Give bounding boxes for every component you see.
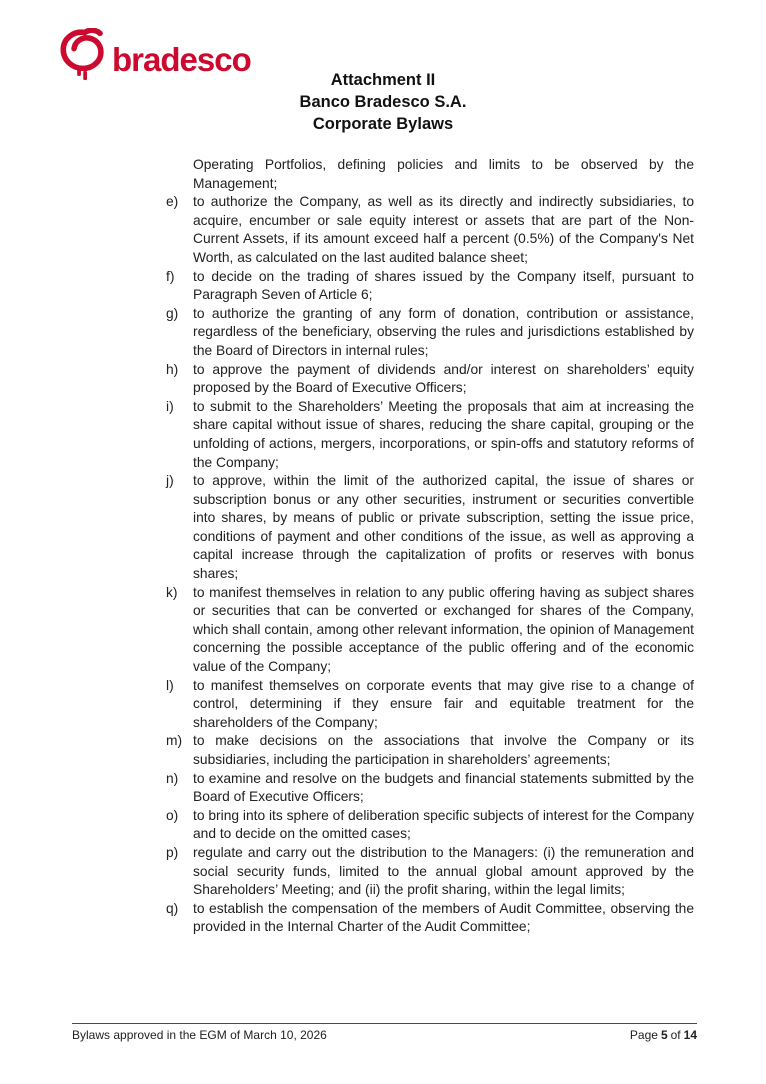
footer-approval-note: Bylaws approved in the EGM of March 10, 2026 [72, 1028, 327, 1042]
list-item-text: to bring into its sphere of deliberation specific subjects of interest for the Company and to decide on the omitted cases; [193, 807, 694, 842]
list-item-label: p) [166, 844, 179, 860]
list-item [166, 677, 694, 733]
list-item-label: f) [166, 268, 175, 284]
list-item [166, 268, 694, 305]
list-item-label: j) [166, 473, 174, 489]
page-of-label: of [670, 1028, 681, 1042]
bylaws-item-list [166, 193, 694, 937]
page-label: Page [629, 1028, 658, 1042]
list-item [166, 732, 694, 769]
title-line-bylaws: Corporate Bylaws [312, 115, 454, 133]
bradesco-wordmark: bradesco [112, 41, 251, 78]
page-current: 5 [660, 1028, 668, 1042]
list-item [166, 193, 694, 267]
title-line-attachment: Attachment II [330, 71, 436, 89]
list-item-text: regulate and carry out the distribution to the Managers: (i) the remuneration and social security funds, limited to the annual global amount approved by the Shareholders’ Meeting; and (ii) the profit sharing, within the legal limits; [193, 844, 694, 898]
page-footer [72, 1023, 697, 1042]
list-item-text: to approve the payment of dividends and/or interest on shareholders’ equity proposed by the Board of Executive Officers; [193, 361, 694, 396]
list-item [166, 807, 694, 844]
list-item-text: to make decisions on the associations that involve the Company or its subsidiaries, including the participation in shareholders’ agreements; [193, 733, 694, 767]
list-item-text: to submit to the Shareholders’ Meeting the proposals that aim at increasing the share capital without issue of shares, reducing the share capital, grouping or the unfolding of actions, mergers, incorporations, or spin-offs and statutory reforms of the Company; [193, 398, 694, 470]
page-number [630, 1028, 697, 1042]
list-item-text: to manifest themselves in relation to any public offering having as subject shares or securities that can be converted or exchanged for shares of the Company, which shall contain, among other relevant information, the opinion of Management concerning the possible acceptance of the public offering and of the economic value of the Company; [193, 584, 694, 675]
list-item-text: to establish the compensation of the members of Audit Committee, observing the provided in the Internal Charter of the Audit Committee; [193, 900, 694, 935]
list-item-text: to examine and resolve on the budgets and financial statements submitted by the Board of Executive Officers; [193, 770, 694, 805]
list-item [166, 770, 694, 807]
page-total: 14 [683, 1028, 697, 1042]
title-line-company: Banco Bradesco S.A. [299, 93, 467, 111]
list-item-label: i) [166, 398, 174, 414]
list-item [166, 398, 694, 472]
list-item [166, 900, 694, 937]
list-item-text: to manifest themselves on corporate events that may give rise to a change of control, determining if they ensure fair and equitable treatment for the shareholders of the Company; [193, 677, 694, 730]
list-item [166, 305, 694, 361]
list-item-text: to decide on the trading of shares issued by the Company itself, pursuant to Paragraph Seven of Article 6; [193, 268, 694, 303]
document-title [0, 69, 766, 135]
list-item [166, 844, 694, 900]
list-item-label: h) [166, 361, 179, 377]
list-item-label: k) [166, 584, 178, 600]
list-item-label: e) [166, 194, 179, 210]
list-item-label: g) [166, 305, 179, 321]
list-item [166, 472, 694, 584]
list-item [166, 361, 694, 398]
list-item-text: to authorize the Company, as well as its directly and indirectly subsidiaries, to acquire, encumber or sale equity interest or assets that are part of the Non-Current Assets, if its amount exceed half a percent (0.5%) of the Company's Net Worth, as calculated on the last audited balance sheet; [193, 194, 694, 265]
list-item [166, 584, 694, 677]
list-item-label: m) [166, 733, 183, 749]
list-item-text: to approve, within the limit of the authorized capital, the issue of shares or subscription bonus or any other securities, instrument or securities convertible into shares, by means of public or private subscription, setting the issue price, conditions of payment and other conditions of the issue, as well as approving a capital increase through the capitalization of profits or reserves with bonus shares; [193, 473, 694, 582]
list-item-label: n) [166, 770, 179, 786]
list-item-label: l) [166, 677, 174, 693]
list-item-text: to authorize the granting of any form of donation, contribution or assistance, regardless of the beneficiary, observing the rules and jurisdictions established by the Board of Directors in internal rules; [193, 305, 694, 358]
list-item-label: q) [166, 900, 179, 916]
list-item-label: o) [166, 807, 179, 823]
paragraph-continuation: Operating Portfolios, defining policies and limits to be observed by the Management; [193, 157, 694, 191]
bylaws-body [166, 156, 694, 937]
